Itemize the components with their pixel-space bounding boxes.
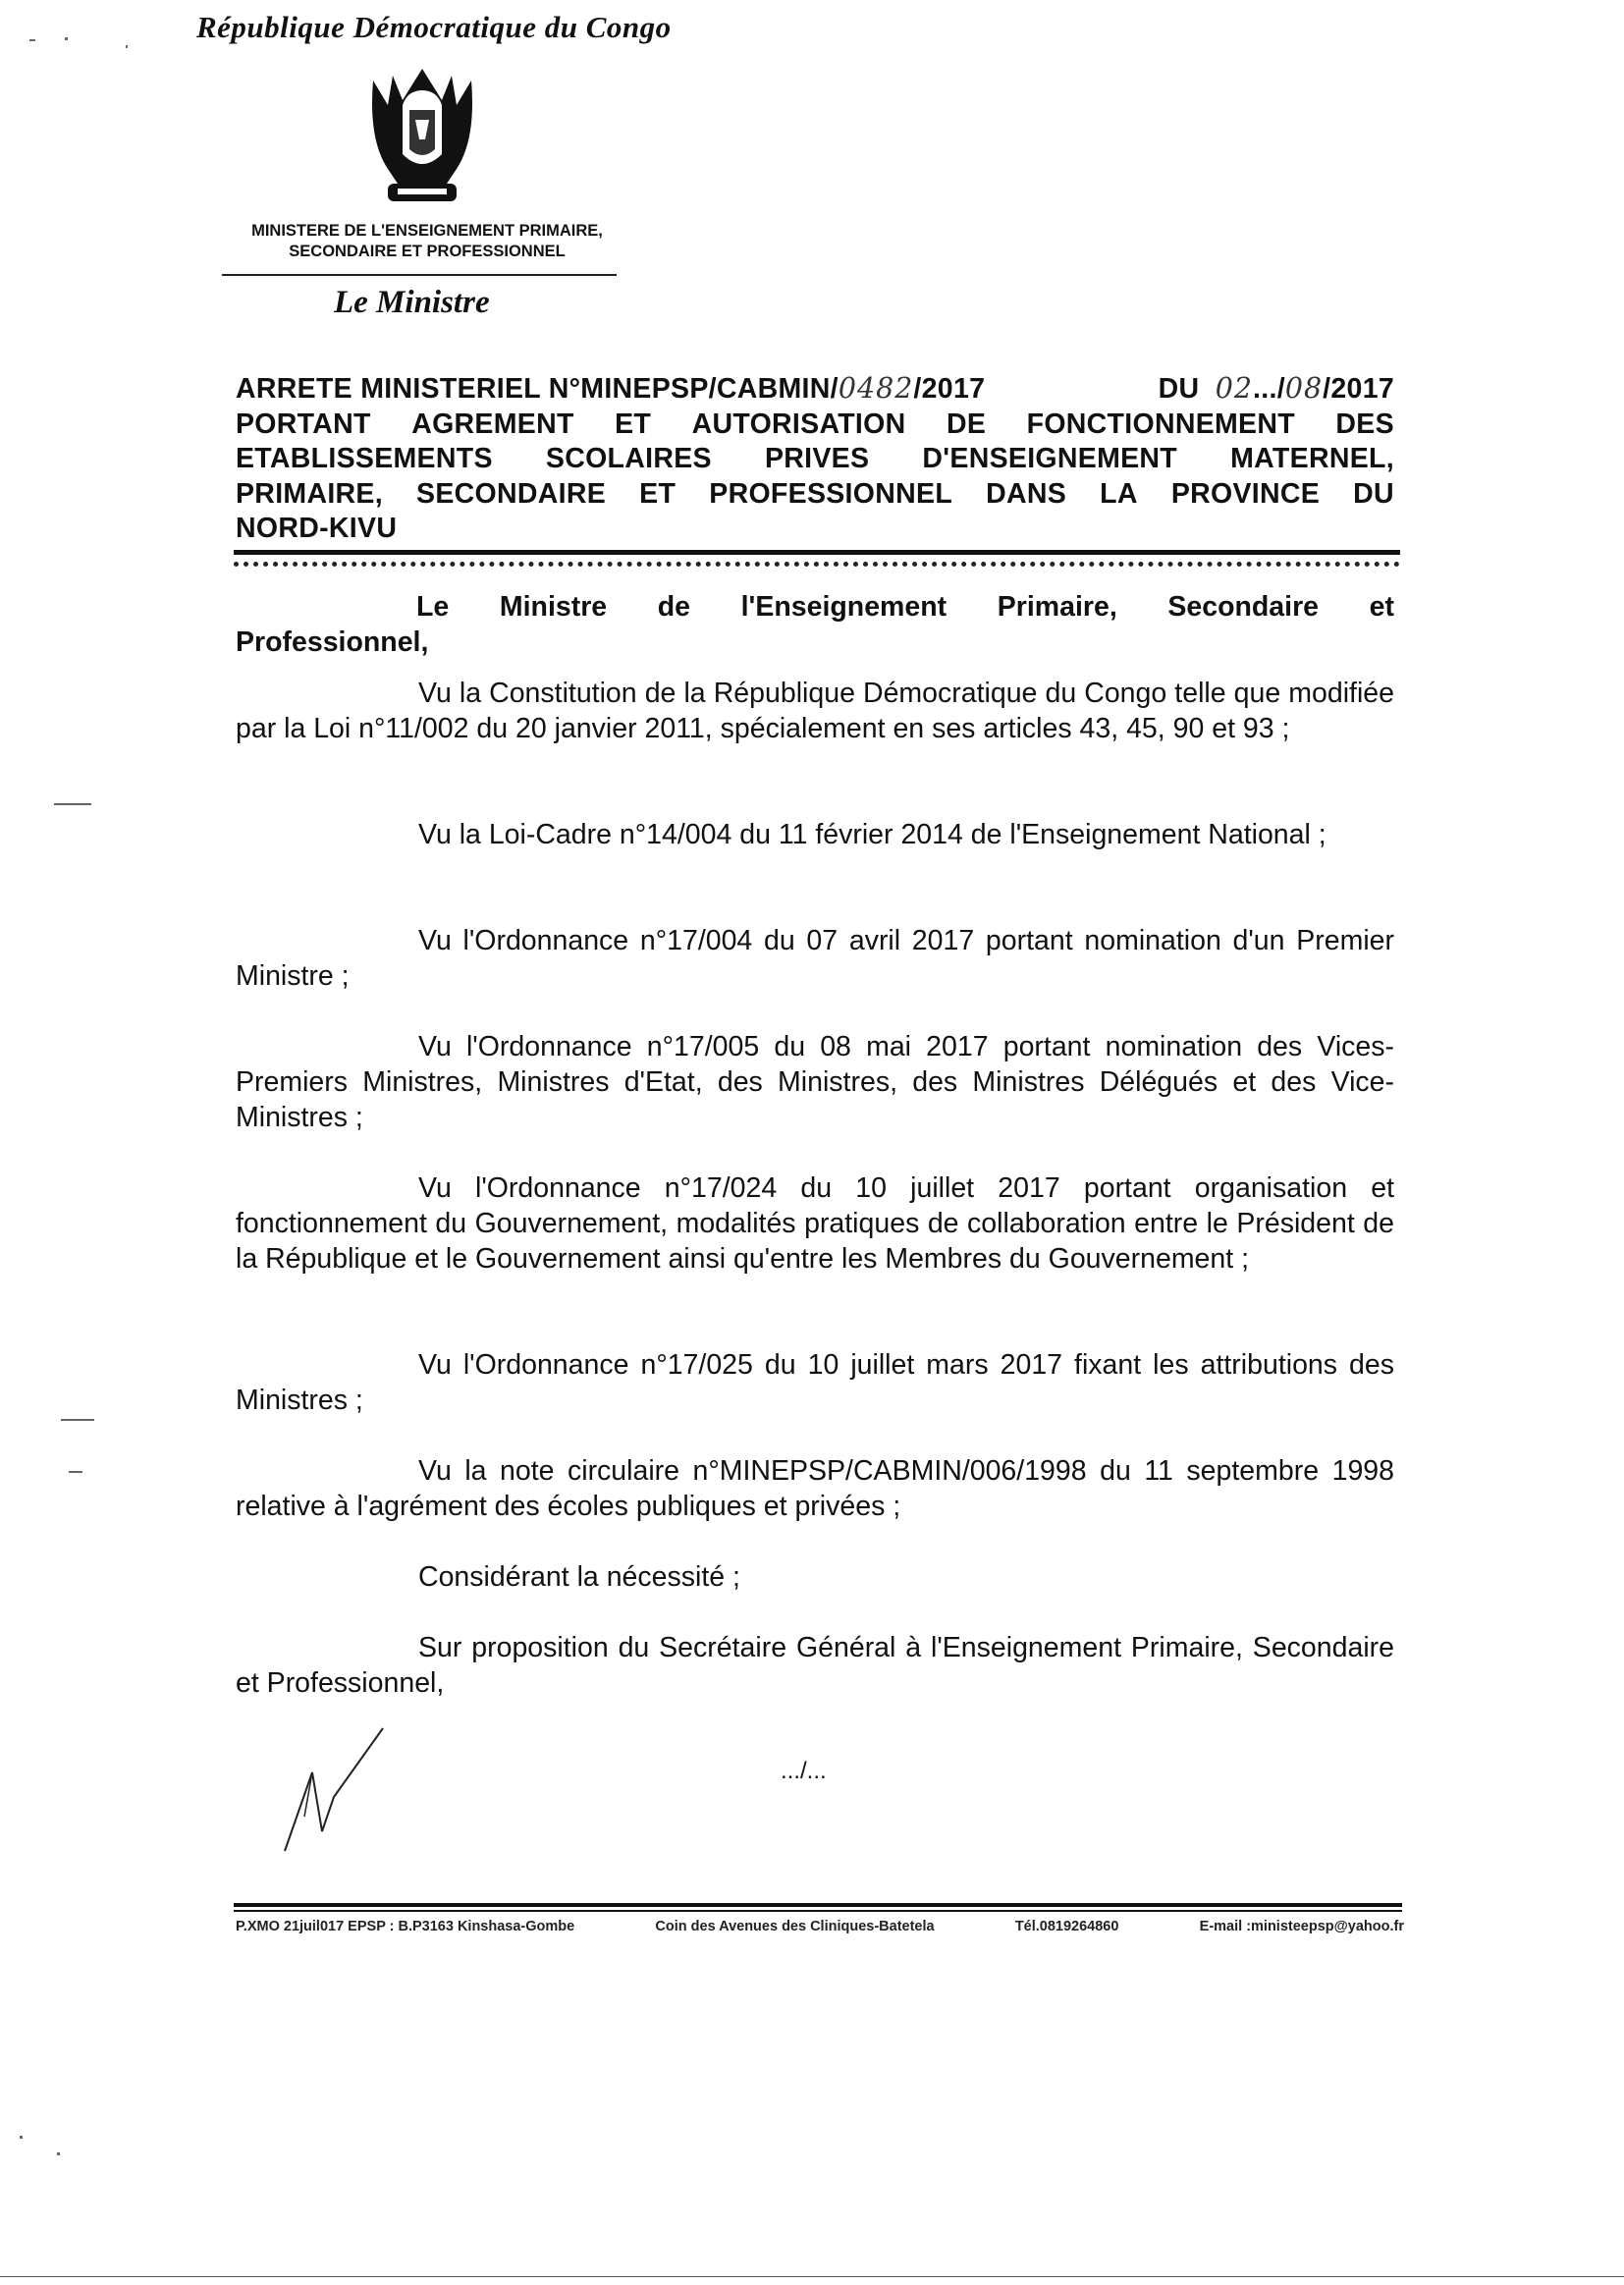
ministry-line-2: SECONDAIRE ET PROFESSIONNEL	[289, 243, 566, 260]
handwritten-month: 08	[1284, 372, 1324, 405]
decree-number: ARRETE MINISTERIEL N°MINEPSP/CABMIN/0482/2017	[236, 372, 986, 405]
decree-title	[236, 371, 1394, 547]
title-rule	[234, 550, 1400, 555]
paragraph-ordonnance-024: Vu l'Ordonnance n°17/024 du 10 juillet 2017 portant organisation et fonctionnement du Gouvernement, modalités pratiques de collaboration entre le Président de la République et le Gouvernement ainsi qu'entre les Membres du Gouvernement ;	[236, 1172, 1394, 1275]
ministry-name	[216, 221, 638, 262]
minister-heading-line-2: Professionnel,	[236, 626, 429, 658]
title-line-5: NORD-KIVU	[236, 513, 398, 544]
footer-email: E-mail :ministeepsp@yahoo.fr	[1199, 1919, 1404, 1934]
initials-signature	[275, 1718, 393, 1856]
le-ministre-heading: Le Ministre	[334, 285, 490, 320]
paragraph-ordonnance-004: Vu l'Ordonnance n°17/004 du 07 avril 2017 portant nomination d'un Premier Ministre ;	[236, 925, 1394, 992]
handwritten-number: 0482	[838, 372, 914, 405]
paragraph-constitution: Vu la Constitution de la République Démocratique du Congo telle que modifiée par la Loi n°11/002 du 20 janvier 2011, spécialement en ses articles 43, 45, 90 et 93 ;	[236, 678, 1394, 744]
coat-of-arms-emblem	[358, 61, 486, 208]
footer-reference: P.XMO 21juil017 EPSP : B.P3163 Kinshasa-Gombe	[236, 1919, 575, 1934]
footer	[236, 1919, 1404, 1934]
paragraph-ordonnance-005: Vu l'Ordonnance n°17/005 du 08 mai 2017 portant nomination des Vices-Premiers Ministres, Ministres d'Etat, des Ministres, des Ministres Délégués et des Vice-Ministres ;	[236, 1031, 1394, 1133]
footer-rule-thick	[234, 1903, 1402, 1907]
ministry-line-1: MINISTERE DE L'ENSEIGNEMENT PRIMAIRE,	[251, 222, 603, 240]
decree-date: DU 02.../08/2017	[1158, 372, 1394, 405]
paragraph-note-circulaire: Vu la note circulaire n°MINEPSP/CABMIN/006/1998 du 11 septembre 1998 relative à l'agrément des écoles publiques et privées ;	[236, 1455, 1394, 1522]
continuation-mark: .../...	[781, 1758, 827, 1784]
minister-heading-line-1: Le Ministre de l'Enseignement Primaire, Secondaire et	[416, 591, 1394, 623]
title-line-1	[236, 371, 1394, 408]
minister-heading	[236, 589, 1394, 660]
title-line-3: ETABLISSEMENTS SCOLAIRES PRIVES D'ENSEIGNEMENT MATERNEL,	[236, 443, 1394, 474]
title-dotted-rule	[234, 562, 1400, 567]
footer-rule-thin	[234, 1910, 1402, 1912]
footer-address: Coin des Avenues des Cliniques-Batetela	[655, 1919, 935, 1934]
title-line-4: PRIMAIRE, SECONDAIRE ET PROFESSIONNEL DANS LA PROVINCE DU	[236, 477, 1394, 510]
footer-phone: Tél.0819264860	[1014, 1919, 1119, 1934]
country-header: République Démocratique du Congo	[196, 10, 672, 44]
paragraph-ordonnance-025: Vu l'Ordonnance n°17/025 du 10 juillet mars 2017 fixant les attributions des Ministres ;	[236, 1349, 1394, 1416]
paragraph-loi-cadre: Vu la Loi-Cadre n°14/004 du 11 février 2014 de l'Enseignement National ;	[418, 819, 1326, 850]
scan-bottom-edge	[0, 2276, 1624, 2277]
paragraph-considerant: Considérant la nécessité ;	[418, 1561, 740, 1593]
handwritten-day: 02	[1215, 372, 1254, 405]
paragraph-proposition: Sur proposition du Secrétaire Général à l'Enseignement Primaire, Secondaire et Professionnel,	[236, 1632, 1394, 1699]
header-divider	[222, 274, 617, 276]
title-line-2: PORTANT AGREMENT ET AUTORISATION DE FONCTIONNEMENT DES	[236, 408, 1394, 440]
